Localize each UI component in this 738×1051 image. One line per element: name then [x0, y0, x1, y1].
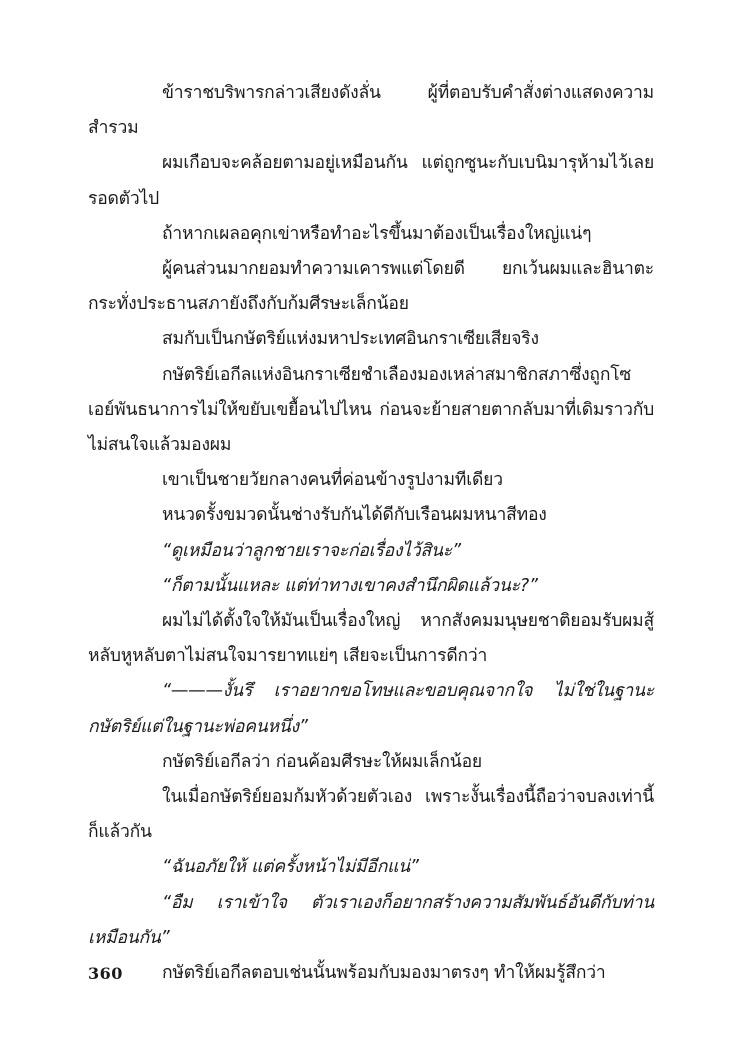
- paragraph: ในเมื่อกษัตริย์ยอมก้มหัวด้วยตัวเอง เพราะงั้นเรื่องนี้ถือว่าจบลงเท่านี้ก็แล้วกัน: [88, 787, 654, 843]
- paragraph: หนวดรั้งขมวดนั้นช่างรับกันได้ดีกับเรือนผมหนาสีทอง: [162, 505, 547, 526]
- dialogue-paragraph: “ดูเหมือนว่าลูกชายเราจะก่อเรื่องไว้สินะ”: [162, 540, 461, 561]
- paragraph: ถ้าหากเผลอคุกเข่าหรือทำอะไรขึ้นมาต้องเป็นเรื่องใหญ่แน่ๆ: [162, 223, 592, 244]
- paragraph: กษัตริย์เอกีลว่า ก่อนค้อมศีรษะให้ผมเล็กน้อย: [162, 751, 482, 772]
- page-body: [88, 76, 654, 991]
- paragraph: ผมเกือบจะคล้อยตามอยู่เหมือนกัน แต่ถูกซูนะกับเบนิมารุห้ามไว้เลยรอดตัวไป: [88, 153, 654, 209]
- dialogue-paragraph: “ฉันอภัยให้ แต่ครั้งหน้าไม่มีอีกแน่”: [162, 857, 419, 878]
- paragraph: ผมไม่ได้ตั้งใจให้มันเป็นเรื่องใหญ่ หากสังคมมนุษยชาติยอมรับผมสู้หลับหูหลับตาไม่สนใจมารยาทแย่ๆ เสียจะเป็นการดีกว่า: [88, 611, 654, 667]
- dialogue-paragraph: “ก็ตามนั้นแหละ แต่ท่าทางเขาคงสำนึกผิดแล้วนะ?”: [162, 575, 538, 596]
- paragraph: เขาเป็นชายวัยกลางคนที่ค่อนข้างรูปงามทีเดียว: [162, 470, 503, 491]
- paragraph: กษัตริย์เอกีลตอบเช่นนั้นพร้อมกับมองมาตรงๆ ทำให้ผมรู้สึกว่า: [162, 963, 606, 984]
- paragraph: สมกับเป็นกษัตริย์แห่งมหาประเทศอินกราเซียเสียจริง: [162, 329, 539, 350]
- page-number: 360: [88, 964, 123, 983]
- paragraph: กษัตริย์เอกีลแห่งอินกราเซียชำเลืองมองเหล่าสมาชิกสภาซึ่งถูกโซเอย์พันธนาการไม่ให้ขยับเขยื้อนไปไหน ก่อนจะย้ายสายตากลับมาที่เดิมราวกับไม่สนใจแล้วมองผม: [88, 364, 654, 456]
- dialogue-paragraph: “———งั้นรึ เราอยากขอโทษและขอบคุณจากใจ ไม่ใช่ในฐานะกษัตริย์แต่ในฐานะพ่อคนหนึ่ง”: [88, 681, 654, 737]
- paragraph: ข้าราชบริพารกล่าวเสียงดังลั่น ผู้ที่ตอบรับคำสั่งต่างแสดงความสำรวม: [88, 83, 654, 139]
- paragraph: ผู้คนส่วนมากยอมทำความเคารพแต่โดยดี ยกเว้นผมและฮินาตะกระทั่งประธานสภายังถึงกับก้มศีรษะเล็กน้อย: [88, 259, 654, 315]
- dialogue-paragraph: “อืม เราเข้าใจ ตัวเราเองก็อยากสร้างความสัมพันธ์อันดีกับท่านเหมือนกัน”: [88, 892, 654, 948]
